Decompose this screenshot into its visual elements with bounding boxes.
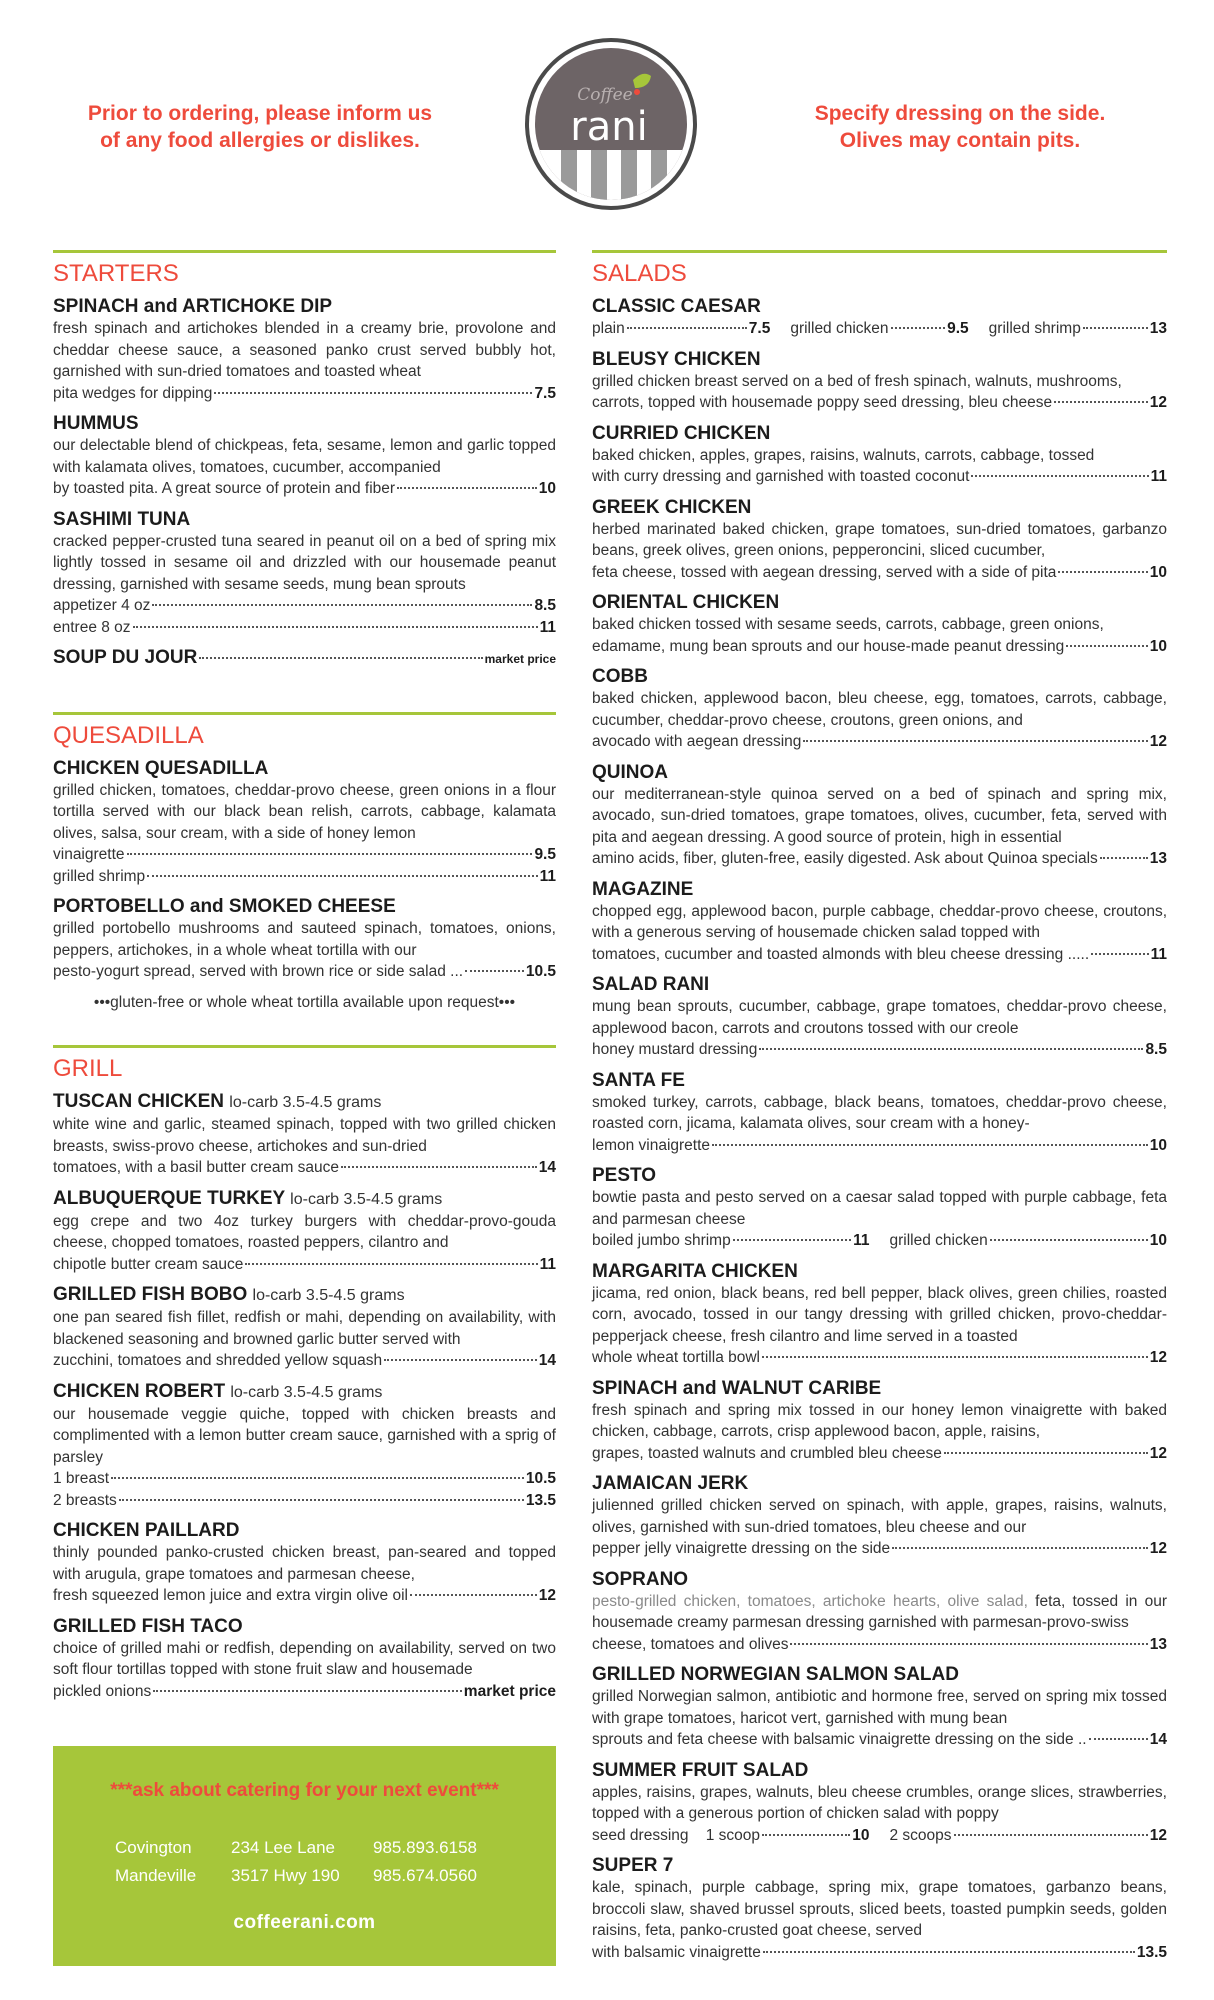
menu-item: SPINACH and ARTICHOKE DIP fresh spinach and artichokes blended in a creamy brie, provolone and cheddar cheese sauce, a seasoned panko crust served bubbly hot, garnished with sun-dried tomatoes and toasted wheat pita wedges for dipping 7.5 [53,296,556,404]
menu-item: CHICKEN PAILLARD thinly pounded panko-crusted chicken breast, pan-seared and topped with arugula, grape tomatoes and parmesan cheese, fresh squeezed lemon juice and extra virgin olive oil 12 [53,1520,556,1607]
price-line: grilled chicken 9.5 [790,320,969,337]
menu-item: TUSCAN CHICKEN lo-carb 3.5-4.5 grams white wine and garlic, steamed spinach, topped with two grilled chicken breasts, swiss-provo cheese, artichokes and sun-dried tomatoes, with a basil butter cream sauce 14 [53,1091,556,1179]
menu-item: CLASSIC CAESAR plain 7.5 grilled chicken 9.5 grilled shrimp 13 [592,296,1167,340]
section-salads: SALADS [592,250,1167,288]
menu-item: SOPRANO pesto-grilled chicken, tomatoes, artichoke hearts, olive salad, feta, tossed in our housemade creamy parmesan dressing garnished with parmesan-provo-swiss cheese, tomatoes and olives 13 [592,1569,1167,1656]
price-line: pita wedges for dipping 7.5 [53,384,556,402]
svg-text:rani: rani [570,104,648,150]
price-line: seed dressing 1 scoop 10 [592,1826,870,1844]
price-line: boiled jumbo shrimp 11 [592,1232,870,1249]
price-line: pickled onions market price [53,1682,556,1700]
price-line: cheese, tomatoes and olives 13 [592,1635,1167,1653]
menu-item: HUMMUS our delectable blend of chickpeas, feta, sesame, lemon and garlic topped with kalamata olives, tomatoes, cucumber, accompanied by toasted pita. A great source of protein and fiber 10 [53,413,556,500]
menu-item: JAMAICAN JERK julienned grilled chicken served on spinach, with apple, grapes, raisins, walnuts, olives, garnished with sun-dried tomatoes, bleu cheese and our pepper jelly vinaigrette dressing on the side 12 [592,1473,1167,1560]
menu-item: CURRIED CHICKEN baked chicken, apples, grapes, raisins, walnuts, carrots, cabbage, tossed with curry dressing and garnished with toasted coconut 11 [592,423,1167,488]
price-line: tomatoes, with a basil butter cream sauce 14 [53,1159,556,1176]
catering-title: ***ask about catering for your next event*** [110,1780,499,1801]
menu-item: SPINACH and WALNUT CARIBE fresh spinach and spring mix tossed in our honey lemon vinaigrette with baked chicken, cabbage, carrots, crisp applewood bacon, apple, raisins, grapes, toasted walnuts and crumbled bleu cheese 12 [592,1378,1167,1465]
website-link[interactable]: coffeerani.com [233,1912,376,1933]
menu-item: SUMMER FRUIT SALAD apples, raisins, grapes, walnuts, bleu cheese crumbles, orange slices, strawberries, topped with a generous portion of chicken salad with poppy seed dressing 1 scoop 10 2 scoops 12 [592,1760,1167,1847]
menu-item: COBB baked chicken, applewood bacon, bleu cheese, egg, tomatoes, carrots, cabbage, cucumber, cheddar-provo cheese, croutons, green onions, and avocado with aegean dressing 12 [592,666,1167,753]
menu-item [53,647,556,671]
price-line: avocado with aegean dressing 12 [592,733,1167,750]
price-line: SOUP DU JOUR market price [53,647,556,668]
price-line: honey mustard dressing 8.5 [592,1041,1167,1058]
price-line: pesto-yogurt spread, served with brown rice or side salad ... 10.5 [53,963,556,980]
menu-item: GRILLED FISH TACO choice of grilled mahi or redfish, depending on availability, served on two soft flour tortillas topped with stone fruit slaw and housemade pickled onions market price [53,1616,556,1703]
price-line: whole wheat tortilla bowl 12 [592,1349,1167,1366]
menu-item: GRILLED NORWEGIAN SALMON SALAD grilled Norwegian salmon, antibiotic and hormone free, served on spring mix tossed with grape tomatoes, haricot vert, garnished with mung bean sprouts and feta cheese with balsamic vinaigrette dressing on the side .. 14 [592,1664,1167,1751]
menu-item: GRILLED FISH BOBO lo-carb 3.5-4.5 grams one pan seared fish fillet, redfish or mahi, depending on availability, with blackened seasoning and browned garlic butter served with zucchini, tomatoes and shredded yellow squash 14 [53,1284,556,1372]
menu-item: MARGARITA CHICKEN jicama, red onion, black beans, red bell pepper, black olives, green chilies, roasted corn, avocado, tossed in our tangy dressing with grilled chicken, provo-cheddar-pepperjack cheese, fresh cilantro and lime served in a toasted whole wheat tortilla bowl 12 [592,1261,1167,1369]
section-starters: STARTERS [53,250,556,288]
menu-item: GREEK CHICKEN herbed marinated baked chicken, grape tomatoes, sun-dried tomatoes, garbanzo beans, greek olives, green onions, pepperoncini, sliced cucumber, feta cheese, tossed with aegean dressing, served with a side of pita 10 [592,497,1167,584]
price-line: plain 7.5 [592,320,771,337]
price-line: lemon vinaigrette 10 [592,1136,1167,1154]
menu-item: ORIENTAL CHICKEN baked chicken tossed with sesame seeds, carrots, cabbage, green onions, edamame, mung bean sprouts and our house-made peanut dressing 10 [592,592,1167,657]
price-line: 1 breast 10.5 [53,1470,556,1487]
price-line: grilled chicken 10 [889,1232,1167,1249]
section-grill: GRILL [53,1045,556,1083]
menu-item: MAGAZINE chopped egg, applewood bacon, purple cabbage, cheddar-provo cheese, croutons, with a generous serving of housemade chicken salad topped with tomatoes, cucumber and toasted almonds with bleu cheese dressing ..... 11 [592,879,1167,966]
left-column [53,250,556,1711]
price-line: sprouts and feta cheese with balsamic vinaigrette dressing on the side .. 14 [592,1731,1167,1748]
menu-item: CHICKEN QUESADILLA grilled chicken, tomatoes, cheddar-provo cheese, green onions in a flour tortilla served with our black bean relish, carrots, cabbage, kalamata olives, salsa, sour cream, with a side of honey lemon vinaigrette 9.5 grilled shrimp 11 [53,758,556,888]
right-column [592,250,1167,1972]
svg-text:Coffee: Coffee [577,85,633,105]
price-line: vinaigrette 9.5 [53,846,556,863]
menu-item: QUINOA our mediterranean-style quinoa served on a bed of spinach and spring mix, avocado, sun-dried tomatoes, grape tomatoes, olives, cucumber, feta, served with pita and aegean dressing. A good source of protein, high in essential amino acids, fiber, gluten-free, easily digested. Ask about Quinoa specials 13 [592,762,1167,870]
price-line: tomatoes, cucumber and toasted almonds with bleu cheese dressing ..... 11 [592,945,1167,963]
location-covington: Covington 234 Lee Lane 985.893.6158 [115,1838,477,1857]
price-line: with curry dressing and garnished with toasted coconut 11 [592,468,1167,485]
price-line: carrots, topped with housemade poppy seed dressing, bleu cheese 12 [592,394,1167,411]
price-line: with balsamic vinaigrette 13.5 [592,1943,1167,1961]
price-line: 2 breasts 13.5 [53,1491,556,1509]
price-line: grilled shrimp 11 [53,867,556,885]
price-line: edamame, mung bean sprouts and our house-made peanut dressing 10 [592,637,1167,655]
location-mandeville: Mandeville 3517 Hwy 190 985.674.0560 [115,1866,477,1885]
menu-item: SUPER 7 kale, spinach, purple cabbage, spring mix, grape tomatoes, garbanzo beans, broccoli slaw, shaved brussel sprouts, sliced beets, toasted pumpkin seeds, golden raisins, feta, panko-crusted goat cheese, served with balsamic vinaigrette 13.5 [592,1855,1167,1963]
price-line: grapes, toasted walnuts and crumbled bleu cheese 12 [592,1444,1167,1462]
price-line: pepper jelly vinaigrette dressing on the side 12 [592,1540,1167,1557]
price-line: by toasted pita. A great source of protein and fiber 10 [53,480,556,497]
menu-item: SANTA FE smoked turkey, carrots, cabbage, black beans, tomatoes, cheddar-provo cheese, roasted corn, jicama, kalamata olives, sour cream with a honey- lemon vinaigrette 10 [592,1070,1167,1157]
allergy-notice: Prior to ordering, please inform us of any food allergies or dislikes. [87,102,433,152]
dressing-notice: Specify dressing on the side. Olives may contain pits. [814,102,1106,152]
price-line: zucchini, tomatoes and shredded yellow squash 14 [53,1352,556,1369]
price-line: chipotle butter cream sauce 11 [53,1255,556,1273]
price-line: entree 8 oz 11 [53,618,556,636]
menu-item: SASHIMI TUNA cracked pepper-crusted tuna seared in peanut oil on a bed of spring mix lightly tossed in sesame oil and drizzled with our housemade peanut dressing, garnished with sesame seeds, mung bean sprouts appetizer 4 oz 8.5 entree 8 oz 11 [53,509,556,639]
price-line: 2 scoops 12 [889,1826,1167,1844]
menu-item: ALBUQUERQUE TURKEY lo-carb 3.5-4.5 grams egg crepe and two 4oz turkey burgers with cheddar-provo-gouda cheese, chopped tomatoes, roasted peppers, cilantro and chipotle butter cream sauce 11 [53,1188,556,1276]
price-line: feta cheese, tossed with aegean dressing, served with a side of pita 10 [592,563,1167,581]
menu-item: CHICKEN ROBERT lo-carb 3.5-4.5 grams our housemade veggie quiche, topped with chicken breasts and complimented with a lemon butter cream sauce, garnished with a sprig of parsley 1 breast 10.5 2 breasts 13.5 [53,1381,556,1512]
menu-item: SALAD RANI mung bean sprouts, cucumber, cabbage, grape tomatoes, cheddar-provo cheese, applewood bacon, carrots and croutons tossed with our creole honey mustard dressing 8.5 [592,974,1167,1061]
price-line: amino acids, fiber, gluten-free, easily digested. Ask about Quinoa specials 13 [592,850,1167,867]
menu-item: PORTOBELLO and SMOKED CHEESE grilled portobello mushrooms and sauteed spinach, tomatoes, onions, peppers, artichokes, in a whole wheat tortilla with our pesto-yogurt spread, served with brown rice or side salad ... 10.5 [53,896,556,983]
price-line: fresh squeezed lemon juice and extra virgin olive oil 12 [53,1587,556,1604]
price-line: grilled shrimp 13 [988,320,1167,337]
tortilla-note: •••gluten-free or whole wheat tortilla available upon request••• [93,993,516,1011]
coffee-rani-logo [525,38,697,210]
catering-box [53,1746,556,1966]
section-quesadilla: QUESADILLA [53,712,556,750]
menu-item: BLEUSY CHICKEN grilled chicken breast served on a bed of fresh spinach, walnuts, mushrooms, carrots, topped with housemade poppy seed dressing, bleu cheese 12 [592,349,1167,414]
price-line: appetizer 4 oz 8.5 [53,597,556,614]
menu-item: PESTO bowtie pasta and pesto served on a caesar salad topped with purple cabbage, feta and parmesan cheese boiled jumbo shrimp 11 grilled chicken 10 [592,1165,1167,1252]
